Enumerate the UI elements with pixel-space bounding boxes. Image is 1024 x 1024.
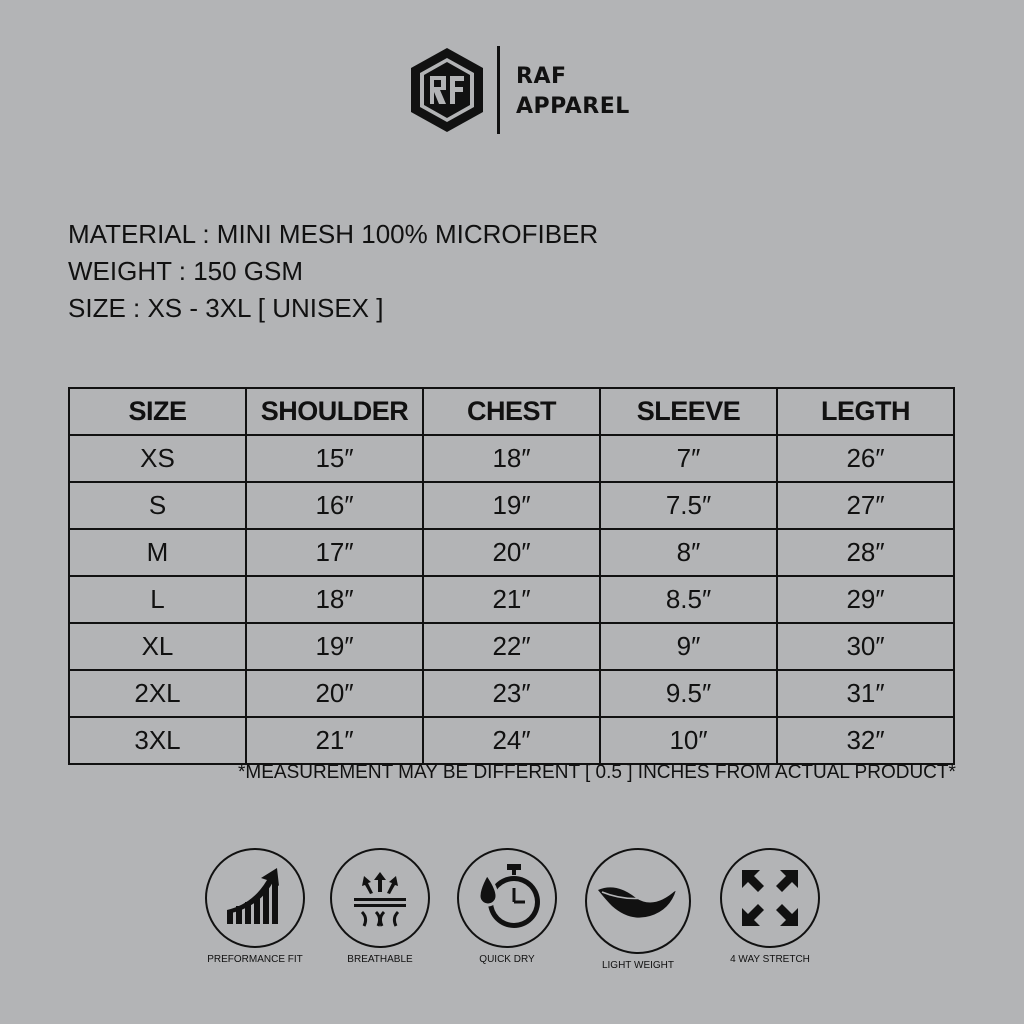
table-header-row xyxy=(69,388,954,435)
table-cell: 8.5″ xyxy=(600,576,777,623)
weight-spec: WEIGHT : 150 GSM xyxy=(68,256,304,286)
raf-hexagon-logo-icon xyxy=(408,46,486,134)
table-cell: 19″ xyxy=(246,623,423,670)
table-cell: 32″ xyxy=(777,717,954,764)
table-cell: 27″ xyxy=(777,482,954,529)
product-specs xyxy=(68,216,598,327)
table-cell: 20″ xyxy=(246,670,423,717)
table-cell: 16″ xyxy=(246,482,423,529)
table-row xyxy=(69,482,954,529)
table-cell: 18″ xyxy=(423,435,600,482)
measurement-note: *MEASUREMENT MAY BE DIFFERENT [ 0.5 ] INCHES FROM ACTUAL PRODUCT* xyxy=(238,762,956,783)
brand-line-1: RAF xyxy=(516,64,567,89)
table-cell: 19″ xyxy=(423,482,600,529)
table-cell: M xyxy=(69,529,246,576)
breathable-icon xyxy=(348,866,412,930)
table-cell: 22″ xyxy=(423,623,600,670)
feature-circle xyxy=(457,848,557,948)
table-cell: 29″ xyxy=(777,576,954,623)
table-cell: 10″ xyxy=(600,717,777,764)
material-spec: MATERIAL : MINI MESH 100% MICROFIBER xyxy=(68,219,599,249)
size-chart-table xyxy=(68,387,955,765)
feature-circle xyxy=(720,848,820,948)
header-sleeve: SLEEVE xyxy=(600,388,777,435)
performance-fit-icon xyxy=(223,866,287,930)
table-row xyxy=(69,435,954,482)
table-cell: 2XL xyxy=(69,670,246,717)
table-cell: 24″ xyxy=(423,717,600,764)
table-cell: XL xyxy=(69,623,246,670)
feature-circle xyxy=(330,848,430,948)
table-cell: L xyxy=(69,576,246,623)
table-cell: 23″ xyxy=(423,670,600,717)
feature-performance-fit xyxy=(185,848,325,965)
feature-label: 4 WAY STRETCH xyxy=(730,954,810,965)
feature-light-weight xyxy=(568,848,708,971)
feature-label: LIGHT WEIGHT xyxy=(601,960,675,971)
brand-name xyxy=(516,62,630,122)
feature-circle xyxy=(585,848,691,954)
table-cell: 18″ xyxy=(246,576,423,623)
quick-dry-icon xyxy=(467,858,547,938)
feature-label: PREFORMANCE FIT xyxy=(207,954,303,965)
table-cell: 3XL xyxy=(69,717,246,764)
table-cell: 28″ xyxy=(777,529,954,576)
brand-line-2: APPAREL xyxy=(516,94,630,119)
table-cell: 21″ xyxy=(423,576,600,623)
table-row xyxy=(69,529,954,576)
table-cell: 7″ xyxy=(600,435,777,482)
table-row xyxy=(69,576,954,623)
table-cell: 20″ xyxy=(423,529,600,576)
feature-breathable xyxy=(310,848,450,965)
table-cell: 30″ xyxy=(777,623,954,670)
feature-four-way-stretch xyxy=(700,848,840,965)
table-cell: 26″ xyxy=(777,435,954,482)
table-cell: 31″ xyxy=(777,670,954,717)
header-chest: CHEST xyxy=(423,388,600,435)
header-length: LEGTH xyxy=(777,388,954,435)
table-cell: XS xyxy=(69,435,246,482)
light-weight-icon xyxy=(596,876,680,926)
header-size: SIZE xyxy=(69,388,246,435)
header-shoulder: SHOULDER xyxy=(246,388,423,435)
size-spec: SIZE : XS - 3XL [ UNISEX ] xyxy=(68,293,384,323)
four-way-stretch-icon xyxy=(738,866,802,930)
table-cell: 21″ xyxy=(246,717,423,764)
feature-circle xyxy=(205,848,305,948)
table-cell: 7.5″ xyxy=(600,482,777,529)
table-row xyxy=(69,717,954,764)
table-cell: 17″ xyxy=(246,529,423,576)
feature-label: QUICK DRY xyxy=(479,954,535,965)
table-cell: 9″ xyxy=(600,623,777,670)
feature-label: BREATHABLE xyxy=(347,954,413,965)
logo-divider xyxy=(497,46,500,134)
table-cell: 9.5″ xyxy=(600,670,777,717)
table-cell: 15″ xyxy=(246,435,423,482)
table-row xyxy=(69,623,954,670)
table-cell: S xyxy=(69,482,246,529)
table-row xyxy=(69,670,954,717)
table-cell: 8″ xyxy=(600,529,777,576)
feature-quick-dry xyxy=(437,848,577,965)
